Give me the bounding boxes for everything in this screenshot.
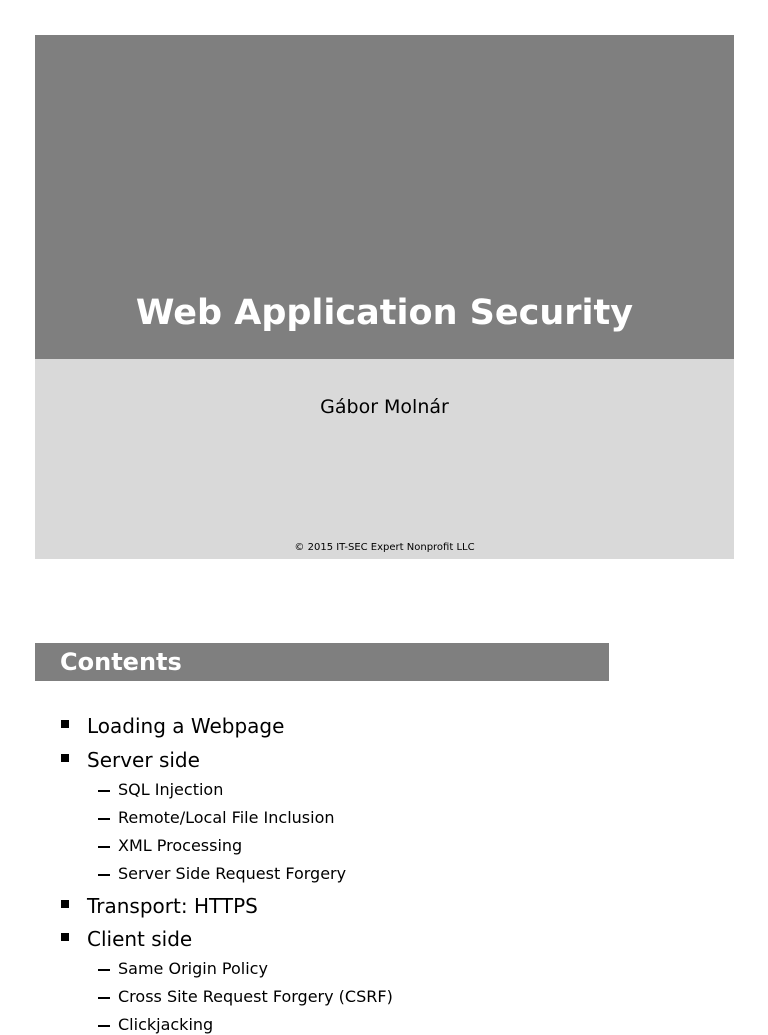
toc-subitem-label: Same Origin Policy	[118, 959, 268, 978]
toc-item-label: Transport: HTTPS	[87, 894, 258, 918]
dash-bullet-icon	[98, 790, 110, 792]
toc-item-client-side	[87, 926, 192, 952]
title-slide	[35, 35, 734, 559]
toc-subitem-clickjacking	[118, 1015, 213, 1035]
toc-subitem-label: Clickjacking	[118, 1015, 214, 1034]
toc-subitem-xml-processing	[118, 836, 242, 856]
contents-header-bar	[35, 643, 609, 681]
toc-item-loading-webpage	[87, 713, 284, 739]
toc-subitem-label: Cross Site Request Forgery (CSRF)	[118, 987, 393, 1006]
toc-subitem-label: SQL Injection	[118, 780, 224, 799]
author-name: Gábor Molnár	[320, 396, 449, 418]
dash-bullet-icon	[98, 846, 110, 848]
toc-subitem-file-inclusion	[118, 808, 335, 828]
dash-bullet-icon	[98, 969, 110, 971]
toc-item-server-side	[87, 747, 200, 773]
toc-subitem-same-origin-policy	[118, 959, 268, 979]
subtitle-band	[35, 359, 734, 559]
dash-bullet-icon	[98, 997, 110, 999]
toc-item-transport-https	[87, 893, 258, 919]
toc-item-label: Client side	[87, 927, 193, 951]
contents-heading: Contents	[60, 648, 182, 676]
square-bullet-icon	[61, 720, 69, 728]
toc-subitem-label: XML Processing	[118, 836, 243, 855]
dash-bullet-icon	[98, 1025, 110, 1027]
dash-bullet-icon	[98, 818, 110, 820]
toc-item-label: Loading a Webpage	[87, 714, 285, 738]
toc-subitem-ssrf	[118, 864, 346, 884]
toc-subitem-label: Remote/Local File Inclusion	[118, 808, 335, 827]
slide-title: Web Application Security	[135, 293, 634, 333]
toc-item-label: Server side	[87, 748, 200, 772]
square-bullet-icon	[61, 900, 69, 908]
contents-slide	[35, 643, 734, 1034]
title-band	[35, 35, 734, 359]
toc-subitem-label: Server Side Request Forgery	[118, 864, 347, 883]
toc-subitem-sql-injection	[118, 780, 223, 800]
toc-subitem-csrf	[118, 987, 393, 1007]
dash-bullet-icon	[98, 874, 110, 876]
square-bullet-icon	[61, 754, 69, 762]
copyright-notice: © 2015 IT-SEC Expert Nonprofit LLC	[294, 542, 475, 553]
square-bullet-icon	[61, 933, 69, 941]
